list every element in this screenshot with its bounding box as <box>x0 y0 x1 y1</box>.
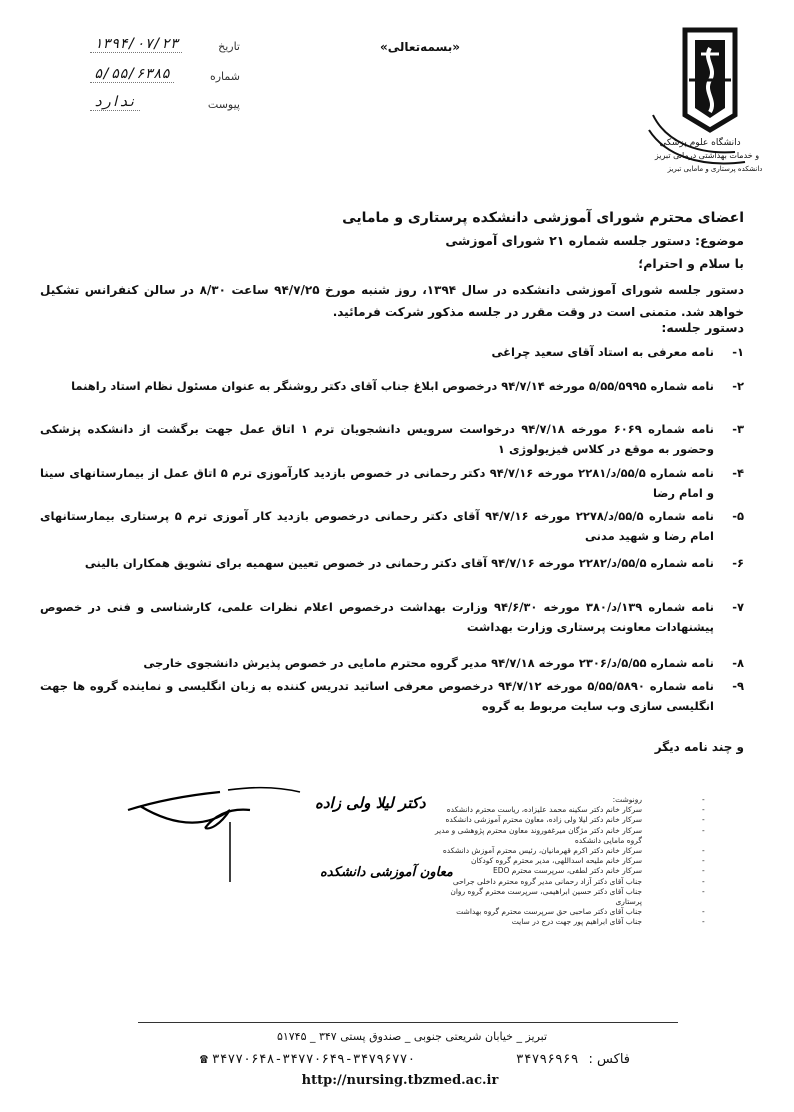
cc-item-text: جناب آقای دکتر آزاد رحمانی مدیر گروه محترم داخلی جراحی <box>452 876 642 886</box>
fax-label: فاکس : <box>588 1052 630 1067</box>
cc-dash: - <box>702 856 705 866</box>
cc-dash: - <box>702 886 705 896</box>
signature-block <box>120 770 453 900</box>
agenda-item-text: نامه شماره ۵/۵۵/۵۹۹۵ مورخه ۹۴/۷/۱۴ درخصوص ابلاغ جناب آقای دکتر روشنگر به عنوان مسئول نظام استاد راهنما <box>71 379 714 393</box>
cc-item <box>430 815 720 825</box>
phone-numbers: ۳۴۷۷۰۶۴۸-۳۴۷۷۰۶۴۹-۳۴۷۹۶۷۷۰ <box>211 1052 416 1067</box>
agenda-item-text: نامه شماره ۵۵/۵/د/۲۲۷۸ مورخه ۹۴/۷/۱۶ آقای دکتر رحمانی درخصوص بازدید کار آموزی ترم ۵ پرستاری بیمارستانهای امام رضا و شهید مدنی <box>40 509 714 543</box>
footer-website: http://nursing.tbzmed.ac.ir <box>301 1073 499 1088</box>
cc-dash: - <box>702 866 705 876</box>
cc-item <box>430 907 720 917</box>
cc-item-text: سرکار خانم دکتر مژگان میرغفوروند معاون محترم پژوهشی و مدیر گروه مامایی دانشکده <box>435 825 642 845</box>
logo-text-2: و خدمات بهداشتی درمانی تبریز <box>654 151 760 160</box>
intro-paragraph: دستور جلسه شورای آموزشی دانشکده در سال ۱۳۹۴، روز شنبه مورخ ۹۴/۷/۲۵ ساعت ۸/۳۰ در سالن کنفرانس تشکیل خواهد شد. متمنی است در وقت مقرر در جلسه مذکور شرکت فرمائید. <box>40 283 744 319</box>
number-value: ۵/۵۵/۶۳۸۵ <box>90 66 174 83</box>
cc-item <box>430 866 720 876</box>
cc-item <box>430 846 720 856</box>
agenda-item-number: ۷- <box>732 600 744 614</box>
agenda-item-text: نامه شماره ۵۵/۵/د/۲۲۸۱ مورخه ۹۴/۷/۱۶ دکتر رحمانی در خصوص بازدید کارآموزی ترم ۵ اتاق عمل از بیمارستانهای سینا و امام رضا <box>40 466 714 500</box>
cc-item <box>430 856 720 866</box>
cc-dash: - <box>702 815 705 825</box>
agenda-item-text: نامه شماره ۵/۵۵/۵۸۹۰ مورخه ۹۴/۷/۱۲ درخصوص معرفی اساتید تدریس کننده به زبان انگلیسی و نماینده گروه ها جهت انگلیسی سازی وب سایت مربوط به گروه <box>40 679 715 713</box>
cc-item-text: جناب آقای ابراهیم پور جهت درج در سایت <box>511 917 642 927</box>
university-logo-icon <box>625 20 775 180</box>
agenda-item-text: نامه معرفی به استاد آقای سعید چراغی <box>491 345 714 359</box>
cc-dash: - <box>702 825 705 835</box>
cc-item-text: سرکار خانم دکتر لطفی، سرپرست محترم EDO <box>492 866 642 876</box>
agenda-item-number: ۹- <box>732 679 744 693</box>
cc-item-text: جناب آقای دکتر حسین ابراهیمی، سرپرست محترم گروه روان پرستاری <box>450 886 642 907</box>
agenda-item-number: ۸- <box>732 656 744 670</box>
agenda-item-number: ۶- <box>732 556 744 570</box>
agenda-item-number: ۴- <box>732 466 744 480</box>
cc-heading-row <box>430 795 720 805</box>
footer-address: تبریز _ خیابان شریعتی جنوبی _ صندوق پستی ۳۴۷ _ ۵۱۷۴۵ <box>276 1030 548 1043</box>
agenda-heading: دستور جلسه: <box>661 320 744 335</box>
signature-name: دکتر لیلا ولی زاده <box>315 794 426 812</box>
agenda-item-number: ۳- <box>732 422 744 436</box>
agenda-item <box>40 653 744 673</box>
addressee: اعضای محترم شورای آموزشی دانشکده پرستاری و مامایی <box>342 210 744 226</box>
university-logo <box>625 20 775 180</box>
signature-title: معاون آموزشی دانشکده <box>320 865 453 880</box>
agenda-item-number: ۵- <box>732 509 744 523</box>
date-value: ۱۳۹۴/۰۷/۲۳ <box>90 36 182 53</box>
subject-line: موضوع: دستور جلسه شماره ۲۱ شورای آموزشی <box>445 233 744 248</box>
agenda-item <box>40 676 744 716</box>
cc-list <box>430 795 720 928</box>
agenda-item <box>40 419 744 459</box>
handwritten-signature <box>120 770 453 900</box>
cc-item-text: سرکار خانم دکتر لیلا ولی زاده، معاون محترم آموزشی دانشکده <box>445 815 642 825</box>
footer-contact <box>200 1052 630 1067</box>
agenda-item <box>40 376 744 396</box>
cc-item <box>430 805 720 815</box>
cc-dash: - <box>702 876 705 886</box>
agenda-item-number: ۲- <box>732 379 744 393</box>
cc-dash: - <box>702 907 705 917</box>
agenda-item <box>40 463 744 503</box>
agenda-item <box>40 553 744 573</box>
attachment-label: پیوست <box>207 98 240 111</box>
attachment-row <box>90 94 240 111</box>
agenda-item-text: نامه شماره ۵/۵۵/د/۲۳۰۶ مورخه ۹۴/۷/۱۸ مدیر گروه محترم مامایی در خصوص پذیرش دانشجوی خارجی <box>143 656 714 670</box>
greeting: با سلام و احترام؛ <box>638 256 744 271</box>
cc-dash: - <box>702 846 705 856</box>
cc-item <box>430 826 720 846</box>
closing-line: و چند نامه دیگر <box>654 740 744 754</box>
cc-dash: - <box>702 795 705 804</box>
agenda-item <box>40 597 744 637</box>
logo-text-1: دانشگاه علوم پزشکی <box>659 138 741 148</box>
phone-group <box>200 1052 415 1067</box>
agenda-item-text: نامه شماره ۶۰۶۹ مورخه ۹۴/۷/۱۸ درخواست سرویس دانشجویان ترم ۱ اتاق عمل جهت برگشت از دانشکده پزشکی وحضور به موقع در کلاس فیزیولوژی ۱ <box>40 422 714 456</box>
cc-item-text: سرکار خانم دکتر سکینه محمد علیزاده، ریاست محترم دانشکده <box>446 805 642 815</box>
cc-item-text: جناب آقای دکتر صاحبی حق سرپرست محترم گروه بهداشت <box>456 907 642 917</box>
fax-group <box>516 1052 630 1067</box>
agenda-item <box>40 506 744 546</box>
cc-heading: رونوشت: <box>612 795 642 804</box>
number-label: شماره <box>209 70 240 83</box>
logo-text-3: دانشکده پرستاری و مامایی تبریز <box>667 165 763 173</box>
date-label: تاریخ <box>218 40 240 53</box>
cc-item <box>430 917 720 927</box>
number-row <box>90 66 240 83</box>
cc-dash: - <box>702 917 705 927</box>
agenda-item-text: نامه شماره ۱۳۹/د/۳۸۰ مورخه ۹۴/۶/۳۰ وزارت بهداشت درخصوص اعلام نظرات علمی، کارشناسی و فنی در خصوص پیشنهادات معاونت پرستاری وزارت بهداشت <box>40 600 714 634</box>
fax-value: ۳۴۷۹۶۹۶۹ <box>515 1052 579 1067</box>
phone-icon: ☎ <box>200 1052 208 1067</box>
cc-item-text: سرکار خانم ملیحه اسداللهی، مدیر محترم گروه کودکان <box>471 856 642 866</box>
date-row <box>90 36 240 53</box>
agenda-item-text: نامه شماره ۵۵/۵/د/۲۲۸۲ مورخه ۹۴/۷/۱۶ آقای دکتر رحمانی در خصوص تعیین سهمیه برای تشویق همکاران بالینی <box>84 556 714 570</box>
footer-divider <box>138 1022 678 1023</box>
basmala-heading: «بسمه‌تعالی» <box>379 40 460 54</box>
cc-dash: - <box>702 805 705 815</box>
attachment-value: ندارد <box>90 94 140 111</box>
cc-item <box>430 877 720 887</box>
cc-item-text: سرکار خانم دکتر اکرم قهرمانیان، رئیس محترم آموزش دانشکده <box>442 846 642 856</box>
agenda-item-number: ۱- <box>732 345 744 359</box>
cc-item <box>430 887 720 907</box>
agenda-item <box>40 342 744 362</box>
